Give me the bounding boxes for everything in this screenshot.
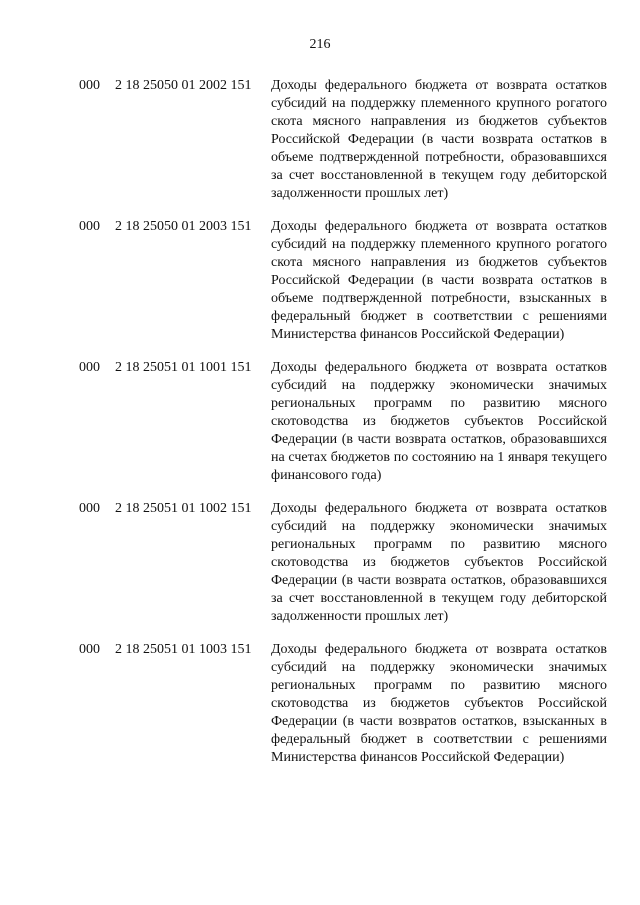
income-description: Доходы федерального бюджета от возврата остатков субсидий на поддержку экономически значимых региональных программ по развитию мясного скотоводства из бюджетов субъектов Российской Федерации (в части возвратов остатков, взысканных в федеральный бюджет в соответствии с решениями Министерства финансов Российской Федерации) [271,642,607,765]
income-description: Доходы федерального бюджета от возврата остатков субсидий на поддержку племенного крупного рогатого скота мясного направления из бюджетов субъектов Российской Федерации (в части возврата остатков в объеме подтвержденной потребности, образовавшихся за счет восстановленной в текущем году дебиторской задолженности прошлых лет) [271,78,607,201]
budget-classification-code: 2 18 25050 01 2003 151 [115,219,252,234]
budget-classification-code: 2 18 25051 01 1001 151 [115,360,252,375]
list-item [0,77,640,203]
list-item [0,218,640,344]
budget-classification-code: 2 18 25051 01 1003 151 [115,642,252,657]
income-description: Доходы федерального бюджета от возврата остатков субсидий на поддержку экономически значимых региональных программ по развитию мясного скотоводства из бюджетов субъектов Российской Федерации (в части возврата остатков, образовавшихся на счетах бюджетов по состоянию на 1 января текущего финансового года) [271,360,607,483]
list-item [0,500,640,626]
admin-code: 000 [79,642,100,657]
admin-code: 000 [79,360,100,375]
income-code-list [0,77,640,782]
budget-classification-code: 2 18 25050 01 2002 151 [115,78,252,93]
budget-classification-code: 2 18 25051 01 1002 151 [115,501,252,516]
list-item [0,359,640,485]
income-description: Доходы федерального бюджета от возврата остатков субсидий на поддержку племенного крупного рогатого скота мясного направления из бюджетов субъектов Российской Федерации (в части возврата остатков в объеме подтвержденной потребности, взысканных в федеральный бюджет в соответствии с решениями Министерства финансов Российской Федерации) [271,219,607,342]
income-description: Доходы федерального бюджета от возврата остатков субсидий на поддержку экономически значимых региональных программ по развитию мясного скотоводства из бюджетов субъектов Российской Федерации (в части возврата остатков, образовавшихся за счет восстановленной в текущем году дебиторской задолженности прошлых лет) [271,501,607,624]
admin-code: 000 [79,219,100,234]
admin-code: 000 [79,501,100,516]
page-number: 216 [309,37,331,52]
list-item [0,641,640,767]
admin-code: 000 [79,78,100,93]
